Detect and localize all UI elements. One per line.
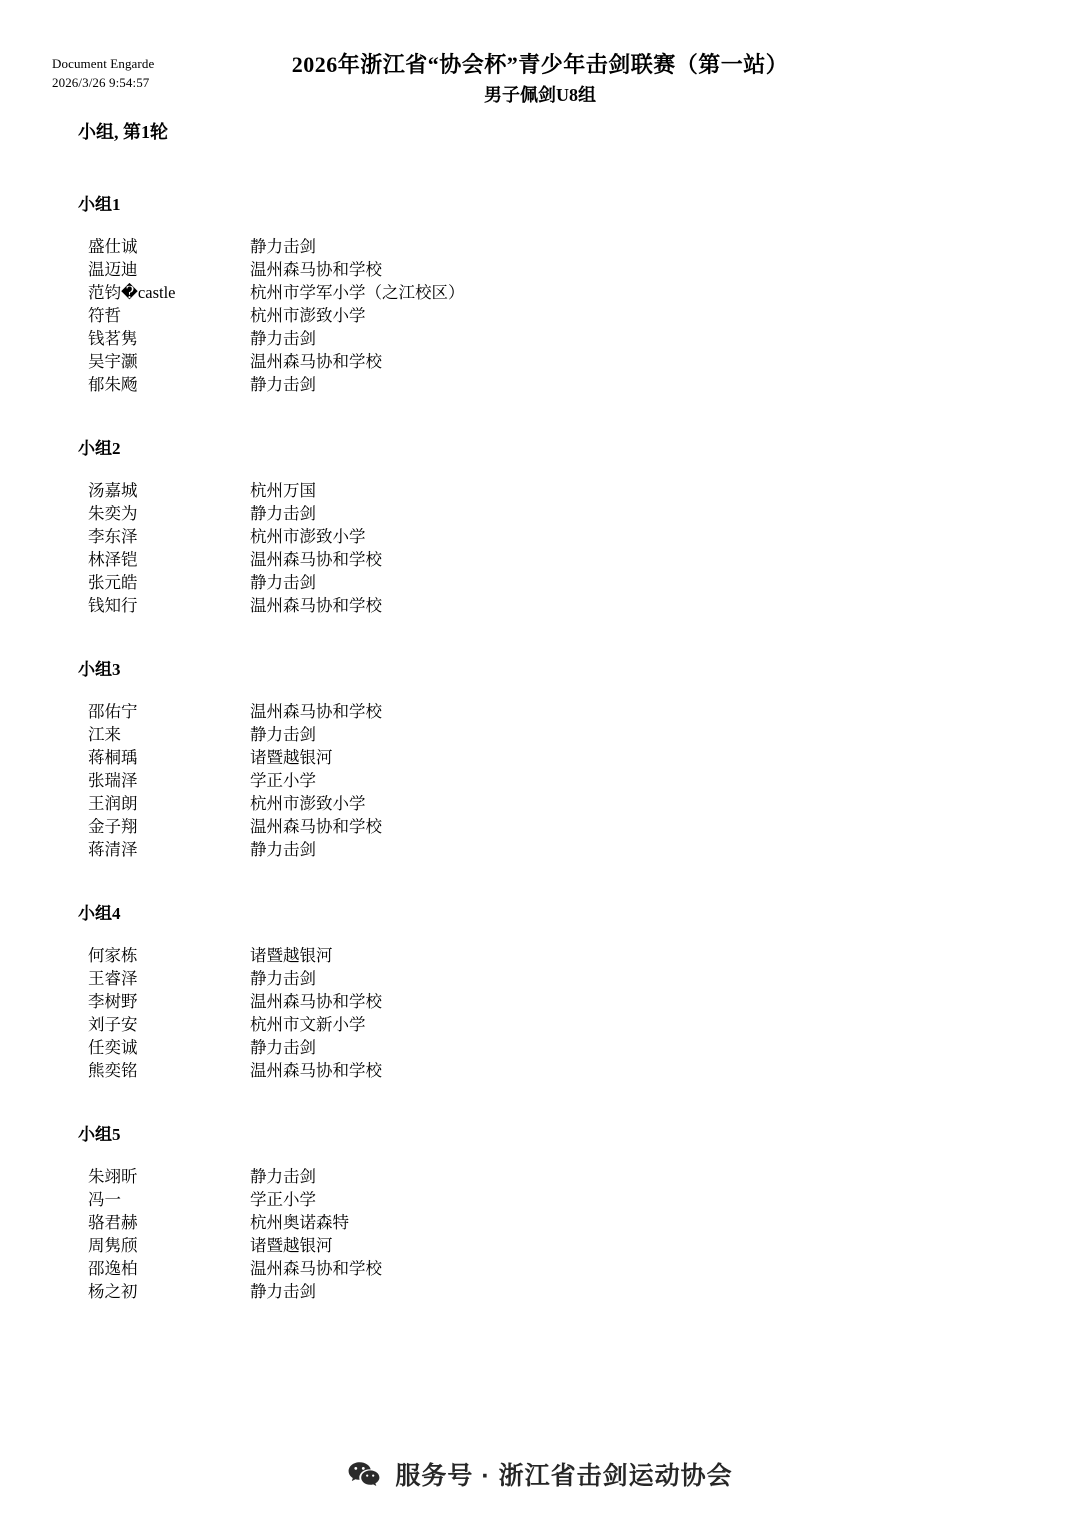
- document-timestamp: 2026/3/26 9:54:57: [52, 74, 150, 90]
- table-row: [0, 1280, 1080, 1303]
- fencer-club: 静力击剑: [250, 237, 316, 256]
- table-row: [0, 1036, 1080, 1059]
- fencer-club: 静力击剑: [250, 504, 316, 523]
- fencer-club: 杭州市澎致小学: [250, 794, 366, 813]
- table-row: [0, 1257, 1080, 1280]
- pool-fencer-list: [0, 479, 1080, 617]
- table-row: [0, 967, 1080, 990]
- round-label: 小组, 第1轮: [78, 122, 168, 142]
- pool-title: 小组5: [78, 1125, 121, 1144]
- table-row: [0, 990, 1080, 1013]
- pool-fencer-list: [0, 700, 1080, 861]
- pool-spacer: [0, 396, 1080, 414]
- fencer-name: 林泽铠: [88, 550, 138, 569]
- fencer-name: 张元皓: [88, 573, 138, 592]
- table-row: [0, 815, 1080, 838]
- pool-section: [0, 434, 1080, 635]
- table-row: [0, 571, 1080, 594]
- fencer-name: 郁朱飏: [88, 375, 138, 394]
- fencer-club: 杭州市学军小学（之江校区）: [250, 283, 465, 302]
- footer-text: 服务号 · 浙江省击剑运动协会: [395, 1462, 733, 1490]
- table-row: [0, 1059, 1080, 1082]
- page-subtitle: 男子佩剑U8组: [484, 84, 596, 105]
- fencer-name: 蒋桐瑀: [88, 748, 138, 767]
- fencer-name: 朱翊昕: [88, 1167, 138, 1186]
- fencer-name: 邵佑宁: [88, 702, 138, 721]
- pool-fencer-list: [0, 1165, 1080, 1303]
- table-row: [0, 1165, 1080, 1188]
- pool-section: [0, 190, 1080, 414]
- pool-section: [0, 655, 1080, 879]
- fencer-name: 周隽颀: [88, 1236, 138, 1255]
- table-row: [0, 350, 1080, 373]
- fencer-name: 钱茗隽: [88, 329, 138, 348]
- fencer-club: 静力击剑: [250, 329, 316, 348]
- footer-watermark: [0, 1456, 1080, 1492]
- table-row: [0, 327, 1080, 350]
- fencer-club: 温州森马协和学校: [250, 550, 382, 569]
- table-row: [0, 525, 1080, 548]
- fencer-name: 李东泽: [88, 527, 138, 546]
- table-row: [0, 1211, 1080, 1234]
- pool-title: 小组4: [78, 904, 121, 923]
- document-title-block: [0, 50, 1080, 109]
- wechat-icon: [347, 1460, 381, 1488]
- fencer-name: 钱知行: [88, 596, 138, 615]
- fencer-club: 杭州市澎致小学: [250, 527, 366, 546]
- pool-spacer: [0, 861, 1080, 879]
- fencer-club: 温州森马协和学校: [250, 596, 382, 615]
- pool-title: 小组3: [78, 660, 121, 679]
- fencer-club: 静力击剑: [250, 1167, 316, 1186]
- fencer-name: 王睿泽: [88, 969, 138, 988]
- fencer-club: 温州森马协和学校: [250, 817, 382, 836]
- fencer-club: 温州森马协和学校: [250, 992, 382, 1011]
- fencer-club: 静力击剑: [250, 725, 316, 744]
- fencer-club: 静力击剑: [250, 1282, 316, 1301]
- fencer-name: 汤嘉城: [88, 481, 138, 500]
- fencer-club: 杭州奥诺森特: [250, 1213, 349, 1232]
- table-row: [0, 548, 1080, 571]
- table-row: [0, 769, 1080, 792]
- fencer-name: 邵逸柏: [88, 1259, 138, 1278]
- fencer-club: 温州森马协和学校: [250, 1061, 382, 1080]
- table-row: [0, 304, 1080, 327]
- fencer-club: 杭州市澎致小学: [250, 306, 366, 325]
- document-body: [0, 118, 1080, 1341]
- fencer-club: 学正小学: [250, 1190, 316, 1209]
- pools-container: [0, 190, 1080, 1321]
- fencer-club: 杭州万国: [250, 481, 316, 500]
- fencer-club: 温州森马协和学校: [250, 1259, 382, 1278]
- table-row: [0, 502, 1080, 525]
- fencer-club: 静力击剑: [250, 840, 316, 859]
- fencer-club: 诸暨越银河: [250, 946, 333, 965]
- table-row: [0, 1188, 1080, 1211]
- fencer-club: 诸暨越银河: [250, 748, 333, 767]
- pool-title: 小组2: [78, 439, 121, 458]
- table-row: [0, 479, 1080, 502]
- fencer-club: 诸暨越银河: [250, 1236, 333, 1255]
- fencer-name: 何家栋: [88, 946, 138, 965]
- fencer-club: 温州森马协和学校: [250, 260, 382, 279]
- pool-section: [0, 899, 1080, 1100]
- fencer-name: 李树野: [88, 992, 138, 1011]
- table-row: [0, 838, 1080, 861]
- table-row: [0, 281, 1080, 304]
- fencer-name: 杨之初: [88, 1282, 138, 1301]
- pool-spacer: [0, 1303, 1080, 1321]
- fencer-club: 静力击剑: [250, 1038, 316, 1057]
- fencer-club: 学正小学: [250, 771, 316, 790]
- table-row: [0, 258, 1080, 281]
- fencer-club: 静力击剑: [250, 375, 316, 394]
- fencer-name: 范钧�castle: [88, 283, 176, 302]
- pool-title: 小组1: [78, 195, 121, 214]
- fencer-name: 蒋清泽: [88, 840, 138, 859]
- document-source-label: Document Engarde: [52, 56, 155, 71]
- fencer-club: 杭州市文新小学: [250, 1015, 366, 1034]
- pool-fencer-list: [0, 944, 1080, 1082]
- fencer-name: 刘子安: [88, 1015, 138, 1034]
- fencer-club: 温州森马协和学校: [250, 352, 382, 371]
- fencer-name: 王润朗: [88, 794, 138, 813]
- table-row: [0, 792, 1080, 815]
- pool-spacer: [0, 1082, 1080, 1100]
- table-row: [0, 235, 1080, 258]
- table-row: [0, 1234, 1080, 1257]
- table-row: [0, 373, 1080, 396]
- fencer-name: 盛仕诚: [88, 237, 138, 256]
- fencer-name: 吴宇灏: [88, 352, 138, 371]
- table-row: [0, 944, 1080, 967]
- fencer-club: 静力击剑: [250, 573, 316, 592]
- fencer-name: 张瑞泽: [88, 771, 138, 790]
- fencer-name: 温迈迪: [88, 260, 138, 279]
- fencer-name: 朱奕为: [88, 504, 138, 523]
- pool-section: [0, 1120, 1080, 1321]
- table-row: [0, 746, 1080, 769]
- table-row: [0, 723, 1080, 746]
- pool-fencer-list: [0, 235, 1080, 396]
- fencer-club: 温州森马协和学校: [250, 702, 382, 721]
- fencer-name: 骆君赫: [88, 1213, 138, 1232]
- fencer-name: 符哲: [88, 306, 121, 325]
- pool-spacer: [0, 617, 1080, 635]
- fencer-club: 静力击剑: [250, 969, 316, 988]
- fencer-name: 金子翔: [88, 817, 138, 836]
- fencer-name: 熊奕铭: [88, 1061, 138, 1080]
- fencer-name: 江来: [88, 725, 121, 744]
- fencer-name: 冯一: [88, 1190, 121, 1209]
- fencer-name: 任奕诚: [88, 1038, 138, 1057]
- table-row: [0, 700, 1080, 723]
- page-title: 2026年浙江省“协会杯”青少年击剑联赛（第一站）: [291, 52, 789, 77]
- table-row: [0, 594, 1080, 617]
- table-row: [0, 1013, 1080, 1036]
